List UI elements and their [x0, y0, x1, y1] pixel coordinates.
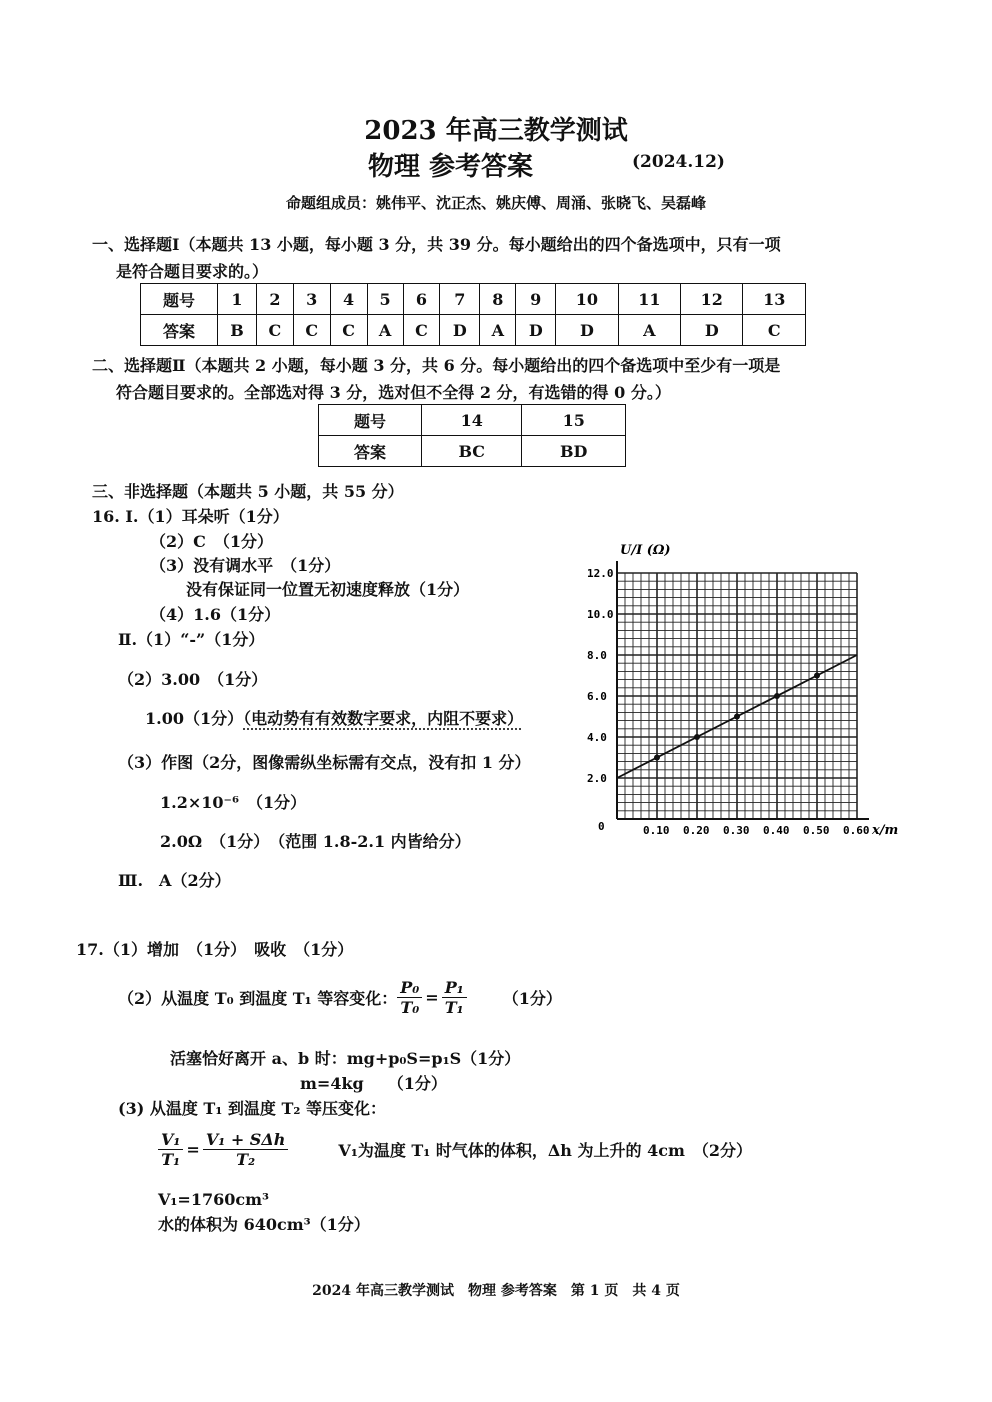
- table-cell: 9: [516, 284, 556, 315]
- q16-line: Ⅱ.（1）“-”（1分）: [118, 630, 265, 649]
- table-cell: C: [330, 315, 367, 346]
- fraction: [203, 1130, 289, 1169]
- q16-line: （4）1.6（1分）: [150, 605, 281, 624]
- table-row: [141, 284, 806, 315]
- x-tick-label: 0.30: [723, 824, 750, 837]
- numerator: P₁: [442, 978, 467, 998]
- table-cell: 2: [256, 284, 293, 315]
- table-cell: 13: [743, 284, 806, 315]
- q16-line: 2.0Ω （1分） （范围 1.8-2.1 内皆给分）: [160, 832, 471, 851]
- table-header-cell: 题号: [319, 405, 422, 436]
- q16-line: （3）作图（2分，图像需纵坐标需有交点，没有扣 1 分）: [118, 753, 531, 772]
- q17-line: V₁=1760cm³: [158, 1190, 270, 1209]
- chart-x-label: x/m: [872, 823, 899, 838]
- denominator: T₂: [236, 1150, 256, 1169]
- q16-line: 16. Ⅰ.（1）耳朵听（1分）: [92, 507, 289, 526]
- q16-line: 1.2×10⁻⁶ （1分）: [160, 793, 307, 812]
- table-cell: C: [403, 315, 440, 346]
- fraction: [397, 978, 422, 1017]
- section2-answer-table: [318, 404, 626, 467]
- x-tick-label: 0.20: [683, 824, 710, 837]
- x-tick-label: 0.10: [643, 824, 670, 837]
- q16-line: [145, 706, 523, 729]
- numerator: P₀: [397, 978, 422, 998]
- table-cell: 6: [403, 284, 440, 315]
- table-cell: D: [681, 315, 743, 346]
- table-cell: C: [293, 315, 330, 346]
- ui-graph: [580, 536, 920, 846]
- table-cell: 4: [330, 284, 367, 315]
- table-cell: BD: [522, 436, 626, 467]
- q17-line: 活塞恰好离开 a、b 时：mg+p₀S=p₁S（1分）: [170, 1049, 521, 1068]
- denominator: T₁: [444, 998, 464, 1017]
- section1-answer-table: [140, 283, 806, 346]
- page-footer: 2024 年高三教学测试 物理 参考答案 第 1 页 共 4 页: [312, 1283, 680, 1299]
- section3-heading: 三、非选择题（本题共 5 小题，共 55 分）: [92, 482, 404, 501]
- table-cell: D: [440, 315, 480, 346]
- denominator: T₀: [400, 998, 420, 1017]
- data-point: [814, 673, 820, 679]
- table-row: [141, 315, 806, 346]
- x-tick-label: 0.60: [843, 824, 870, 837]
- x-tick-label: 0.50: [803, 824, 830, 837]
- data-point: [774, 693, 780, 699]
- q16-line: 没有保证同一位置无初速度释放（1分）: [186, 580, 470, 599]
- numerator: V₁: [158, 1130, 183, 1150]
- table-cell: 3: [293, 284, 330, 315]
- y-tick-label: 8.0: [587, 649, 607, 662]
- data-point: [734, 714, 740, 720]
- table-cell: BC: [422, 436, 522, 467]
- q17-line: (3) 从温度 T₁ 到温度 T₂ 等压变化：: [118, 1099, 386, 1118]
- table-cell: A: [618, 315, 680, 346]
- chart-axes: [617, 561, 869, 819]
- section1-heading-cont: 是符合题目要求的。）: [116, 262, 269, 281]
- exam-date: (2024.12): [632, 152, 725, 172]
- chart-origin-label: 0: [598, 820, 605, 833]
- page-subtitle: 物理 参考答案: [368, 152, 534, 182]
- numerator: V₁ + SΔh: [203, 1130, 289, 1150]
- data-point: [694, 734, 700, 740]
- y-tick-label: 4.0: [587, 731, 607, 744]
- fraction: [442, 978, 467, 1017]
- q17-line: 17.（1）增加 （1分） 吸收 （1分）: [76, 940, 354, 959]
- equals-sign: =: [186, 1140, 200, 1159]
- table-row: [319, 405, 626, 436]
- q16-answer: 1.00（1分）: [145, 709, 244, 728]
- y-tick-label: 2.0: [587, 772, 607, 785]
- table-cell: 7: [440, 284, 480, 315]
- table-cell: A: [480, 315, 516, 346]
- table-cell: D: [516, 315, 556, 346]
- q16-line: （2）3.00 （1分）: [118, 670, 268, 689]
- table-cell: 15: [522, 405, 626, 436]
- chart-ticks: [587, 567, 870, 837]
- q16-line: （3）没有调水平 （1分）: [150, 556, 341, 575]
- table-cell: 11: [618, 284, 680, 315]
- table-cell: A: [367, 315, 403, 346]
- table-cell: 14: [422, 405, 522, 436]
- q16-note: （电动势有有效数字要求，内阻不要求）: [243, 709, 524, 728]
- table-header-cell: 题号: [141, 284, 218, 315]
- q17-line: [158, 1130, 752, 1169]
- denominator: T₁: [161, 1150, 181, 1169]
- q16-line: Ⅲ. A（2分）: [118, 871, 231, 890]
- table-row: [319, 436, 626, 467]
- committee-members: 命题组成员：姚伟平、沈正杰、姚庆傅、周涌、张晓飞、吴磊峰: [285, 194, 706, 212]
- table-cell: 5: [367, 284, 403, 315]
- q17-text: （2）从温度 T₀ 到温度 T₁ 等容变化：: [118, 989, 398, 1008]
- table-cell: C: [256, 315, 293, 346]
- chart-y-label: U/I (Ω): [620, 543, 671, 558]
- table-cell: B: [218, 315, 257, 346]
- page-title: 2023 年高三教学测试: [364, 116, 628, 146]
- table-cell: D: [556, 315, 618, 346]
- x-tick-label: 0.40: [763, 824, 790, 837]
- section2-heading-cont: 符合题目要求的。全部选对得 3 分，选对但不全得 2 分，有选错的得 0 分。）: [116, 383, 671, 402]
- q17-line: 水的体积为 640cm³（1分）: [158, 1215, 370, 1234]
- q16-line: （2）C （1分）: [150, 532, 274, 551]
- table-cell: C: [743, 315, 806, 346]
- equals-sign: =: [425, 988, 439, 1007]
- table-cell: 1: [218, 284, 257, 315]
- table-header-cell: 答案: [319, 436, 422, 467]
- table-header-cell: 答案: [141, 315, 218, 346]
- q17-line: m=4kg （1分）: [300, 1074, 447, 1093]
- y-tick-label: 6.0: [587, 690, 607, 703]
- q17-line: [118, 978, 562, 1017]
- table-cell: 8: [480, 284, 516, 315]
- q17-note: V₁为温度 T₁ 时气体的体积，Δh 为上升的 4cm （2分）: [338, 1141, 753, 1160]
- data-point: [654, 755, 660, 761]
- table-cell: 10: [556, 284, 618, 315]
- q17-score: （1分）: [502, 989, 562, 1008]
- table-cell: 12: [681, 284, 743, 315]
- y-tick-label: 10.0: [587, 608, 614, 621]
- chart-grid: [617, 573, 857, 819]
- section1-heading: 一、选择题Ⅰ（本题共 13 小题，每小题 3 分，共 39 分。每小题给出的四个备选项中，只有一项: [92, 235, 781, 254]
- fraction: [158, 1130, 183, 1169]
- y-tick-label: 12.0: [587, 567, 614, 580]
- section2-heading: 二、选择题Ⅱ（本题共 2 小题，每小题 3 分，共 6 分。每小题给出的四个备选项中至少有一项是: [92, 356, 781, 375]
